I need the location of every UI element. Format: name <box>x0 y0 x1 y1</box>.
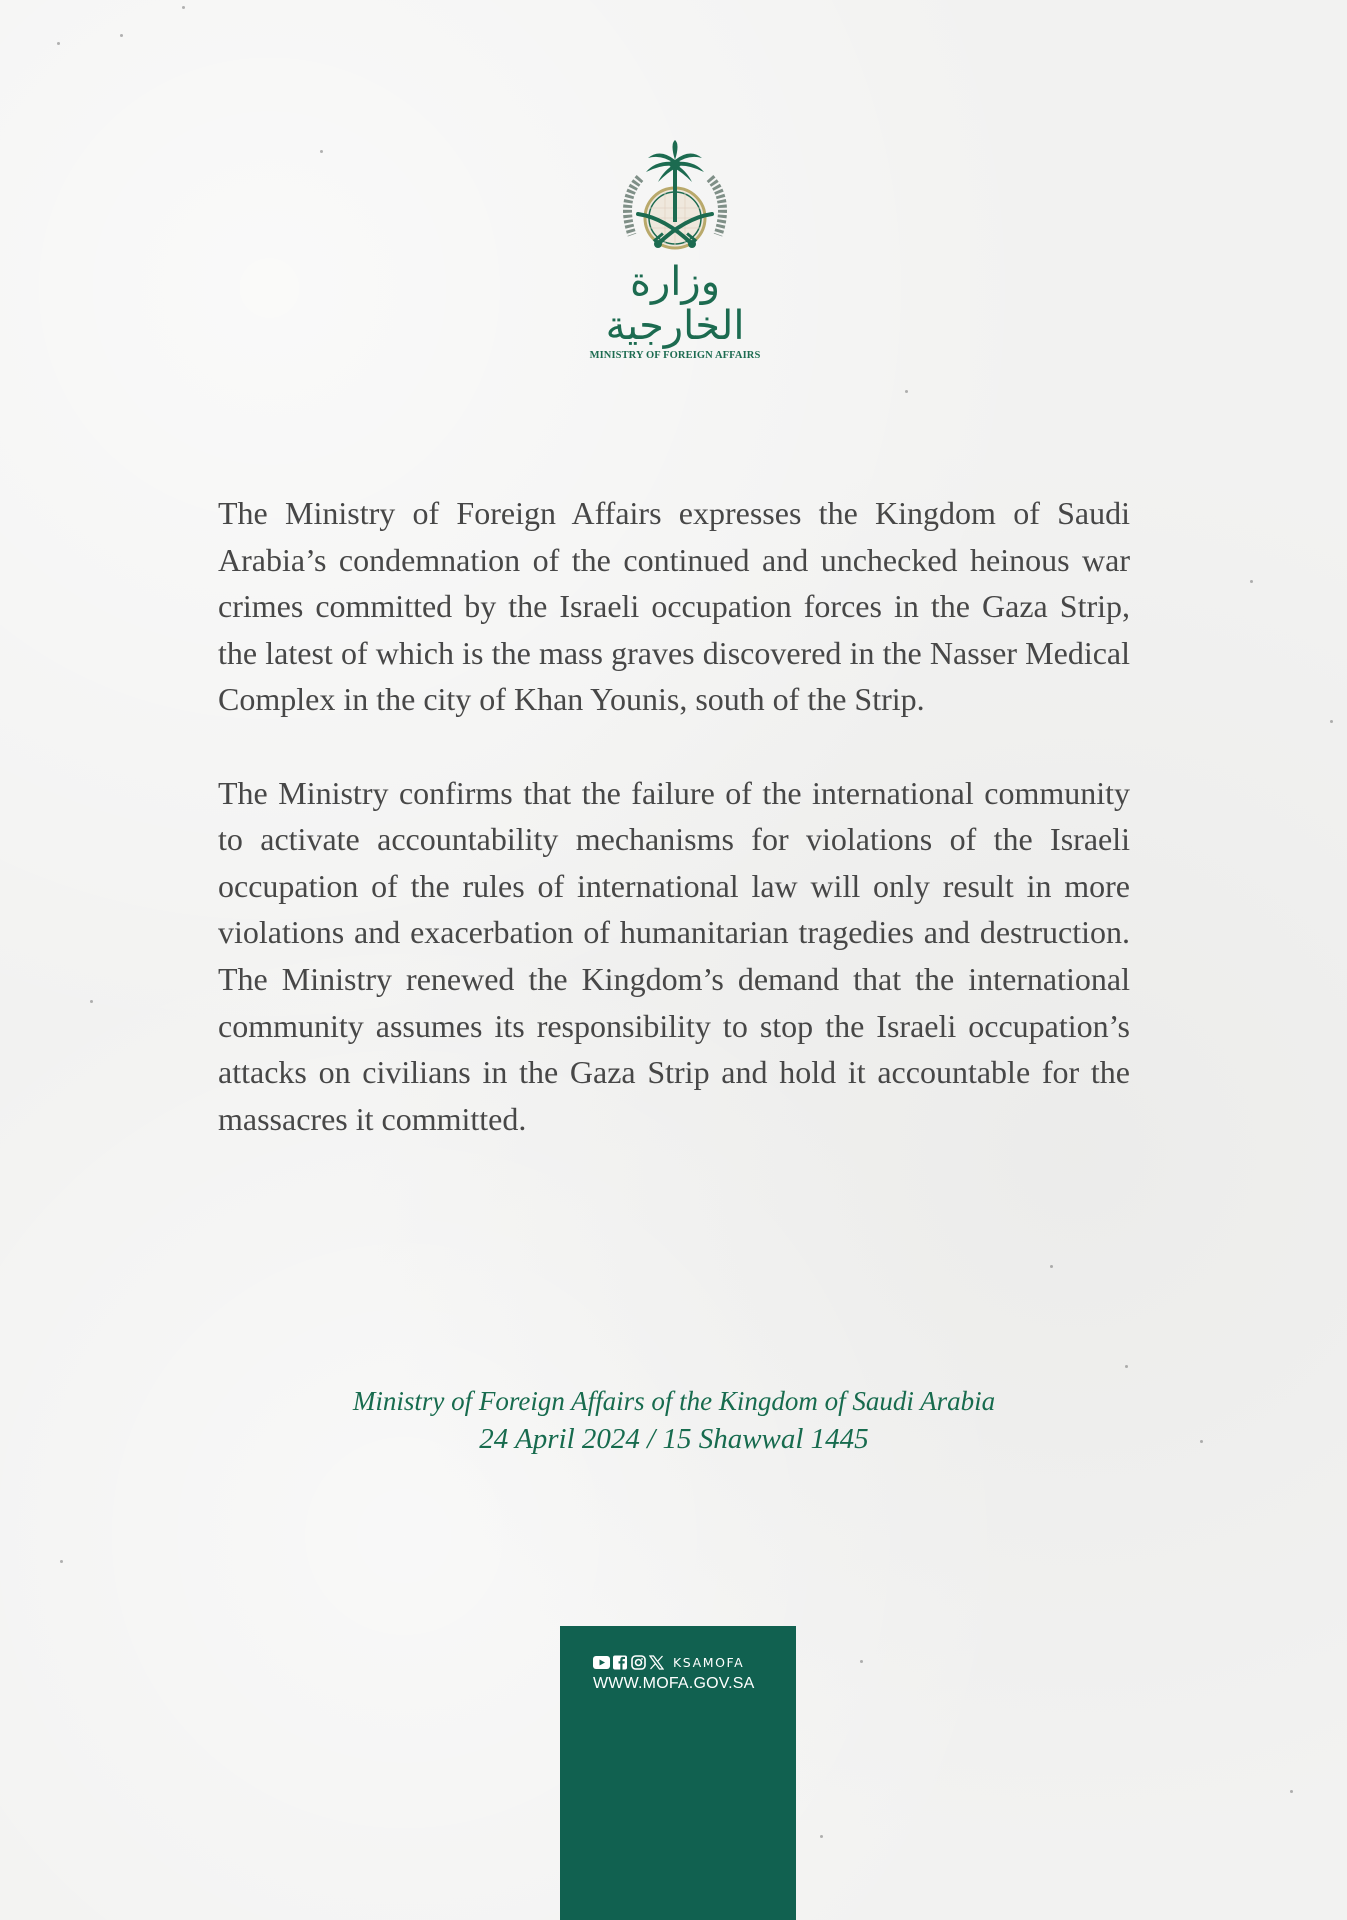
paper-speck <box>1330 720 1333 723</box>
x-icon[interactable] <box>649 1655 664 1670</box>
ministry-arabic-name: وزارة الخارجية <box>605 259 745 349</box>
paper-speck <box>120 34 123 37</box>
paper-speck <box>905 390 908 393</box>
paper-speck <box>1200 1440 1203 1443</box>
paper-speck <box>60 1560 63 1563</box>
paper-speck <box>1050 1265 1053 1268</box>
statement-body <box>218 490 1130 1189</box>
website-link[interactable]: WWW.MOFA.GOV.SA <box>593 1675 755 1692</box>
paper-speck <box>1290 1790 1293 1793</box>
paper-speck <box>90 1000 93 1003</box>
paper-speck <box>320 150 323 153</box>
ministry-logo <box>560 140 790 361</box>
ministry-english-name: MINISTRY OF FOREIGN AFFAIRS <box>589 350 761 361</box>
instagram-icon[interactable] <box>631 1655 646 1670</box>
statement-paragraph: The Ministry confirms that the failure of the international community to activate accountability mechanisms for violations of the Israeli occupation of the rules of international law will only result in more violations and exacerbation of humanitarian tragedies and destruction. The Ministry renewed the Kingdom’s demand that the international community assumes its responsibility to stop the Israeli occupation’s attacks on civilians in the Gaza Strip and hold it accountable for the massacres it committed. <box>218 774 1130 1137</box>
footer-contact-panel <box>560 1626 796 1920</box>
social-handle[interactable]: KSAMOFA <box>673 1654 745 1670</box>
paper-speck <box>57 42 60 45</box>
paper-speck <box>182 6 185 9</box>
issue-date: 24 April 2024 / 15 Shawwal 1445 <box>479 1423 869 1455</box>
paper-speck <box>1125 1365 1128 1368</box>
saudi-emblem-palm-swords-icon <box>610 140 740 258</box>
signature-block <box>218 1383 1130 1459</box>
youtube-icon[interactable] <box>593 1655 610 1670</box>
social-links <box>593 1653 755 1671</box>
issuer-name: Ministry of Foreign Affairs of the Kingdom of Saudi Arabia <box>352 1386 996 1416</box>
statement-paragraph: The Ministry of Foreign Affairs expresses the Kingdom of Saudi Arabia’s condemnation of the continued and unchecked heinous war crimes committed by the Israeli occupation forces in the Gaza Strip, the latest of which is the mass graves discovered in the Nasser Medical Complex in the city of Khan Younis, south of the Strip. <box>218 495 1130 718</box>
paper-speck <box>1250 580 1253 583</box>
facebook-icon[interactable] <box>613 1655 628 1670</box>
paper-speck <box>820 1835 823 1838</box>
paper-speck <box>860 1660 863 1663</box>
